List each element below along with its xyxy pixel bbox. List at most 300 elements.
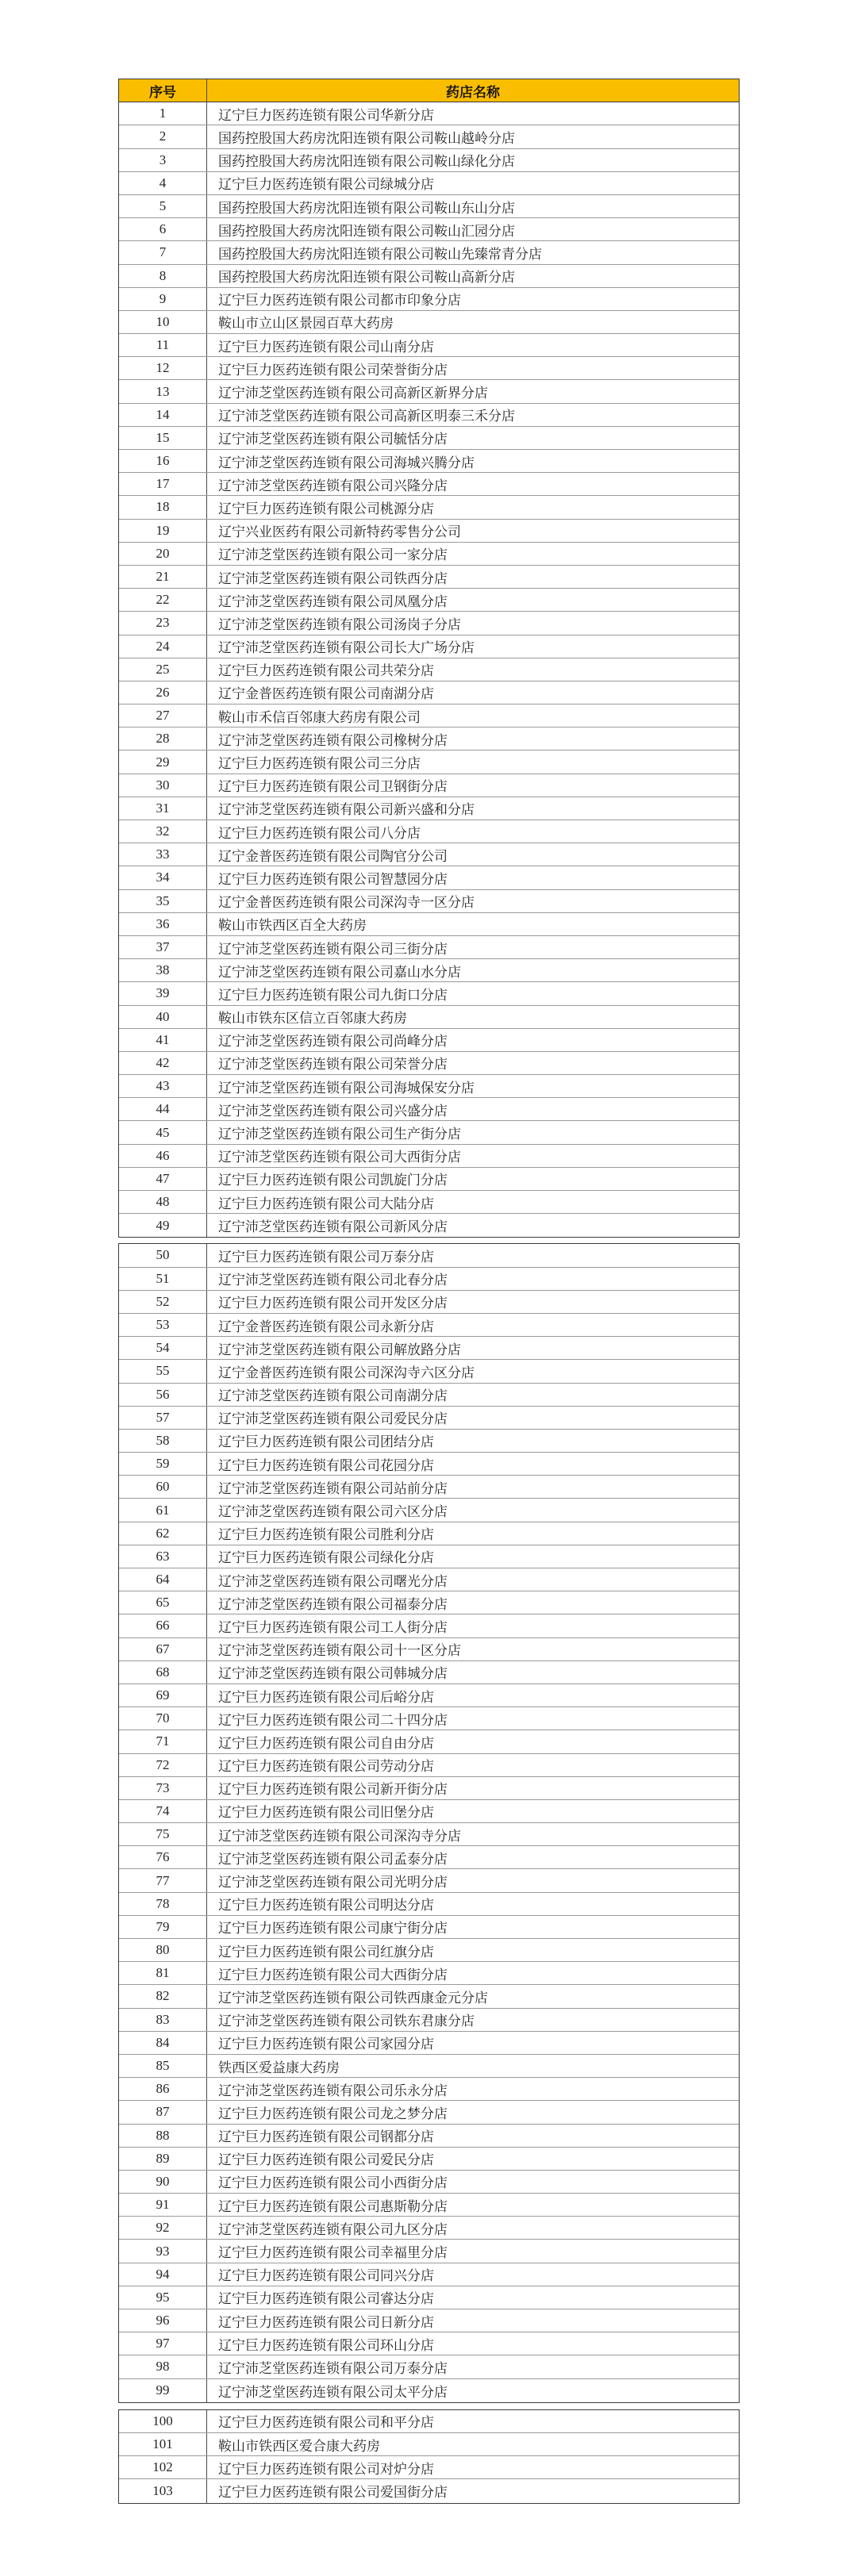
table-row bbox=[119, 1707, 739, 1730]
table-row bbox=[119, 2194, 739, 2217]
table-row bbox=[119, 704, 739, 727]
row-index-cell: 67 bbox=[119, 1638, 207, 1660]
row-name-cell: 辽宁金普医药连锁有限公司陶官分公司 bbox=[218, 848, 448, 864]
row-index-cell: 36 bbox=[119, 913, 207, 935]
table-row bbox=[119, 1291, 739, 1314]
row-index-cell: 30 bbox=[119, 774, 207, 797]
row-index-cell: 68 bbox=[119, 1661, 207, 1683]
table-row bbox=[119, 1591, 739, 1614]
row-index-cell: 37 bbox=[119, 936, 207, 958]
row-name-cell: 辽宁巨力医药连锁有限公司幸福里分店 bbox=[218, 2245, 448, 2261]
table-row bbox=[119, 149, 739, 172]
row-name-cell: 鞍山市禾信百邻康大药房有限公司 bbox=[218, 709, 421, 725]
row-index-cell: 89 bbox=[119, 2148, 207, 2170]
table-row bbox=[119, 820, 739, 843]
row-name-cell: 辽宁沛芝堂医药连锁有限公司橡树分店 bbox=[218, 732, 448, 748]
row-name-cell: 国药控股国大药房沈阳连锁有限公司鞍山东山分店 bbox=[218, 200, 515, 216]
row-index-cell: 31 bbox=[119, 797, 207, 820]
table-row bbox=[119, 1430, 739, 1453]
row-index-cell: 60 bbox=[119, 1476, 207, 1498]
row-name-cell: 鞍山市立山区景园百草大药房 bbox=[218, 316, 394, 332]
row-index-cell: 59 bbox=[119, 1453, 207, 1475]
table-row bbox=[119, 288, 739, 311]
table-row bbox=[119, 1661, 739, 1684]
table-row bbox=[119, 2379, 739, 2402]
row-index-cell: 73 bbox=[119, 1777, 207, 1799]
table-row bbox=[119, 959, 739, 982]
row-name-cell: 辽宁巨力医药连锁有限公司康宁街分店 bbox=[218, 1921, 448, 1937]
table-segment-3 bbox=[118, 2409, 740, 2504]
table-row bbox=[119, 635, 739, 658]
row-name-cell: 辽宁沛芝堂医药连锁有限公司福泰分店 bbox=[218, 1596, 448, 1612]
table-row bbox=[119, 1337, 739, 1360]
row-index-cell: 95 bbox=[119, 2286, 207, 2309]
row-name-cell: 辽宁沛芝堂医药连锁有限公司铁西康金元分店 bbox=[218, 1990, 488, 2006]
table-row bbox=[119, 2217, 739, 2240]
row-name-cell: 辽宁巨力医药连锁有限公司三分店 bbox=[218, 756, 421, 772]
table-row bbox=[119, 195, 739, 218]
row-name-cell: 国药控股国大药房沈阳连锁有限公司鞍山越岭分店 bbox=[218, 130, 515, 146]
row-index-cell: 85 bbox=[119, 2055, 207, 2077]
row-name-cell: 辽宁沛芝堂医药连锁有限公司生产街分店 bbox=[218, 1127, 461, 1142]
table-row bbox=[119, 2148, 739, 2171]
row-index-cell: 28 bbox=[119, 727, 207, 750]
table-row bbox=[119, 1962, 739, 1985]
row-name-cell: 辽宁沛芝堂医药连锁有限公司曙光分店 bbox=[218, 1573, 448, 1589]
table-row bbox=[119, 890, 739, 913]
row-index-cell: 78 bbox=[119, 1893, 207, 1915]
table-row bbox=[119, 2009, 739, 2032]
row-name-cell: 辽宁沛芝堂医药连锁有限公司长大广场分店 bbox=[218, 640, 475, 656]
row-index-cell: 71 bbox=[119, 1730, 207, 1753]
row-index-cell: 70 bbox=[119, 1707, 207, 1729]
table-segment-2 bbox=[118, 1243, 740, 2402]
table-row bbox=[119, 589, 739, 612]
row-name-cell: 辽宁巨力医药连锁有限公司二十四分店 bbox=[218, 1712, 448, 1728]
row-name-cell: 辽宁巨力医药连锁有限公司旧堡分店 bbox=[218, 1805, 434, 1821]
table-row bbox=[119, 612, 739, 635]
table-row bbox=[119, 2309, 739, 2332]
row-index-cell: 79 bbox=[119, 1916, 207, 1938]
segment-1-rows bbox=[119, 102, 739, 1237]
row-name-cell: 辽宁巨力医药连锁有限公司八分店 bbox=[218, 825, 421, 841]
table-row bbox=[119, 1476, 739, 1499]
row-name-cell: 辽宁沛芝堂医药连锁有限公司三街分店 bbox=[218, 941, 448, 957]
table-row bbox=[119, 2479, 739, 2502]
row-name-cell: 辽宁巨力医药连锁有限公司九街口分店 bbox=[218, 987, 448, 1003]
table-row bbox=[119, 1869, 739, 1892]
row-name-cell: 辽宁沛芝堂医药连锁有限公司九区分店 bbox=[218, 2221, 448, 2237]
row-index-cell: 14 bbox=[119, 404, 207, 426]
row-name-cell: 辽宁巨力医药连锁有限公司绿化分店 bbox=[218, 1550, 434, 1566]
row-index-cell: 21 bbox=[119, 566, 207, 588]
table-row bbox=[119, 751, 739, 774]
row-name-cell: 辽宁巨力医药连锁有限公司胜利分店 bbox=[218, 1527, 434, 1543]
row-index-cell: 10 bbox=[119, 311, 207, 333]
row-name-cell: 辽宁沛芝堂医药连锁有限公司新风分店 bbox=[218, 1219, 448, 1235]
table-row bbox=[119, 1098, 739, 1121]
row-index-cell: 45 bbox=[119, 1121, 207, 1143]
row-name-cell: 辽宁巨力医药连锁有限公司自由分店 bbox=[218, 1735, 434, 1751]
row-index-cell: 64 bbox=[119, 1568, 207, 1591]
table-row bbox=[119, 1244, 739, 1267]
row-index-cell: 86 bbox=[119, 2078, 207, 2100]
row-index-cell: 96 bbox=[119, 2309, 207, 2332]
row-name-cell: 辽宁巨力医药连锁有限公司睿达分店 bbox=[218, 2291, 434, 2307]
row-index-cell: 97 bbox=[119, 2332, 207, 2355]
row-name-cell: 辽宁沛芝堂医药连锁有限公司铁东君康分店 bbox=[218, 2014, 475, 2029]
row-index-cell: 9 bbox=[119, 288, 207, 310]
row-index-cell: 27 bbox=[119, 704, 207, 727]
table-row bbox=[119, 1453, 739, 1476]
table-row bbox=[119, 2171, 739, 2194]
row-index-cell: 15 bbox=[119, 427, 207, 449]
row-index-cell: 44 bbox=[119, 1098, 207, 1120]
row-name-cell: 辽宁巨力医药连锁有限公司团结分店 bbox=[218, 1434, 434, 1450]
table-row bbox=[119, 357, 739, 380]
table-row bbox=[119, 1846, 739, 1869]
row-name-cell: 辽宁巨力医药连锁有限公司和平分店 bbox=[218, 2415, 434, 2431]
table-row bbox=[119, 380, 739, 403]
table-row bbox=[119, 241, 739, 264]
row-name-cell: 国药控股国大药房沈阳连锁有限公司鞍山先臻常青分店 bbox=[218, 246, 542, 262]
table-header-row bbox=[119, 79, 739, 102]
row-index-cell: 61 bbox=[119, 1499, 207, 1521]
table-row bbox=[119, 1730, 739, 1753]
table-row bbox=[119, 1268, 739, 1291]
row-name-cell: 辽宁巨力医药连锁有限公司桃源分店 bbox=[218, 501, 434, 516]
table-row bbox=[119, 218, 739, 241]
table-row bbox=[119, 2410, 739, 2433]
row-index-cell: 42 bbox=[119, 1052, 207, 1074]
row-name-cell: 辽宁沛芝堂医药连锁有限公司北春分店 bbox=[218, 1273, 448, 1288]
row-index-cell: 77 bbox=[119, 1869, 207, 1891]
row-index-cell: 103 bbox=[119, 2479, 207, 2502]
row-index-cell: 8 bbox=[119, 265, 207, 287]
row-name-cell: 辽宁巨力医药连锁有限公司爱民分店 bbox=[218, 2152, 434, 2168]
table-row bbox=[119, 1499, 739, 1522]
row-index-cell: 32 bbox=[119, 820, 207, 843]
table-row bbox=[119, 2286, 739, 2309]
row-name-cell: 辽宁巨力医药连锁有限公司同兴分店 bbox=[218, 2268, 434, 2284]
row-name-cell: 鞍山市铁东区信立百邻康大药房 bbox=[218, 1011, 407, 1027]
row-index-cell: 35 bbox=[119, 890, 207, 912]
row-index-cell: 62 bbox=[119, 1522, 207, 1545]
row-index-cell: 19 bbox=[119, 520, 207, 542]
row-index-cell: 20 bbox=[119, 543, 207, 565]
row-index-cell: 88 bbox=[119, 2125, 207, 2147]
table-row bbox=[119, 1823, 739, 1846]
row-index-cell: 82 bbox=[119, 1985, 207, 2007]
table-row bbox=[119, 2240, 739, 2263]
row-name-cell: 辽宁巨力医药连锁有限公司后峪分店 bbox=[218, 1689, 434, 1705]
row-name-cell: 辽宁沛芝堂医药连锁有限公司孟泰分店 bbox=[218, 1851, 448, 1867]
row-index-cell: 90 bbox=[119, 2171, 207, 2193]
table-row bbox=[119, 473, 739, 496]
row-index-cell: 41 bbox=[119, 1029, 207, 1051]
row-name-cell: 辽宁沛芝堂医药连锁有限公司乐永分店 bbox=[218, 2083, 448, 2098]
table-row bbox=[119, 1029, 739, 1052]
table-row bbox=[119, 1075, 739, 1098]
table-row bbox=[119, 1893, 739, 1916]
row-index-cell: 18 bbox=[119, 496, 207, 518]
row-index-cell: 3 bbox=[119, 149, 207, 171]
row-name-cell: 辽宁金普医药连锁有限公司南湖分店 bbox=[218, 686, 434, 702]
row-index-cell: 92 bbox=[119, 2217, 207, 2239]
row-index-cell: 93 bbox=[119, 2240, 207, 2262]
row-index-cell: 49 bbox=[119, 1214, 207, 1237]
row-name-cell: 辽宁金普医药连锁有限公司深沟寺六区分店 bbox=[218, 1365, 475, 1380]
table-row bbox=[119, 727, 739, 751]
row-index-cell: 51 bbox=[119, 1268, 207, 1290]
row-index-cell: 50 bbox=[119, 1244, 207, 1266]
row-name-cell: 辽宁巨力医药连锁有限公司共荣分店 bbox=[218, 663, 434, 679]
table-row bbox=[119, 265, 739, 288]
segment-3-rows bbox=[119, 2410, 739, 2503]
row-name-cell: 国药控股国大药房沈阳连锁有限公司鞍山绿化分店 bbox=[218, 154, 515, 170]
row-name-cell: 辽宁巨力医药连锁有限公司小西街分店 bbox=[218, 2175, 448, 2191]
table-row bbox=[119, 102, 739, 125]
table-row bbox=[119, 1985, 739, 2008]
row-name-cell: 辽宁沛芝堂医药连锁有限公司海城兴腾分店 bbox=[218, 455, 475, 470]
row-name-cell: 辽宁沛芝堂医药连锁有限公司凤凰分店 bbox=[218, 593, 448, 609]
table-row bbox=[119, 2078, 739, 2101]
row-index-cell: 57 bbox=[119, 1407, 207, 1429]
table-row bbox=[119, 2332, 739, 2355]
table-row bbox=[119, 125, 739, 148]
row-index-cell: 5 bbox=[119, 195, 207, 217]
table-row bbox=[119, 2101, 739, 2124]
row-name-cell: 辽宁沛芝堂医药连锁有限公司站前分店 bbox=[218, 1480, 448, 1496]
row-name-cell: 辽宁沛芝堂医药连锁有限公司汤岗子分店 bbox=[218, 616, 461, 632]
row-index-cell: 38 bbox=[119, 959, 207, 981]
table-row bbox=[119, 496, 739, 519]
row-index-cell: 1 bbox=[119, 102, 207, 125]
row-name-cell: 辽宁巨力医药连锁有限公司卫钢街分店 bbox=[218, 779, 448, 795]
table-row bbox=[119, 1407, 739, 1430]
table-row bbox=[119, 1684, 739, 1707]
table-row bbox=[119, 1916, 739, 1939]
row-index-cell: 11 bbox=[119, 334, 207, 356]
row-name-cell: 辽宁巨力医药连锁有限公司智慧园分店 bbox=[218, 871, 448, 887]
row-name-cell: 辽宁沛芝堂医药连锁有限公司南湖分店 bbox=[218, 1388, 448, 1404]
row-name-cell: 辽宁巨力医药连锁有限公司开发区分店 bbox=[218, 1296, 448, 1311]
row-index-cell: 46 bbox=[119, 1145, 207, 1167]
row-name-cell: 辽宁沛芝堂医药连锁有限公司兴盛分店 bbox=[218, 1103, 448, 1119]
row-index-cell: 4 bbox=[119, 172, 207, 194]
row-name-cell: 辽宁巨力医药连锁有限公司荣誉街分店 bbox=[218, 362, 448, 378]
row-index-cell: 34 bbox=[119, 866, 207, 889]
table-row bbox=[119, 520, 739, 543]
table-row bbox=[119, 2355, 739, 2378]
row-index-cell: 54 bbox=[119, 1337, 207, 1359]
row-index-cell: 100 bbox=[119, 2410, 207, 2432]
table-segment-1 bbox=[118, 79, 740, 1238]
row-index-cell: 53 bbox=[119, 1314, 207, 1336]
table-row bbox=[119, 1568, 739, 1591]
table-row bbox=[119, 334, 739, 357]
header-cell-name: 药店名称 bbox=[446, 84, 500, 101]
row-name-cell: 辽宁沛芝堂医药连锁有限公司一家分店 bbox=[218, 547, 448, 563]
row-name-cell: 辽宁巨力医药连锁有限公司明达分店 bbox=[218, 1898, 434, 1914]
row-name-cell: 辽宁沛芝堂医药连锁有限公司铁西分店 bbox=[218, 570, 448, 586]
row-name-cell: 辽宁巨力医药连锁有限公司都市印象分店 bbox=[218, 293, 461, 309]
table-row bbox=[119, 1522, 739, 1545]
table-row bbox=[119, 1314, 739, 1337]
row-name-cell: 辽宁巨力医药连锁有限公司家园分店 bbox=[218, 2037, 434, 2052]
table-row bbox=[119, 2433, 739, 2456]
table-row bbox=[119, 2263, 739, 2286]
row-index-cell: 65 bbox=[119, 1591, 207, 1614]
row-index-cell: 63 bbox=[119, 1545, 207, 1568]
row-index-cell: 47 bbox=[119, 1168, 207, 1190]
row-name-cell: 铁西区爱益康大药房 bbox=[218, 2060, 340, 2075]
row-name-cell: 辽宁巨力医药连锁有限公司山南分店 bbox=[218, 339, 434, 355]
row-name-cell: 鞍山市铁西区百全大药房 bbox=[218, 918, 367, 934]
row-index-cell: 83 bbox=[119, 2009, 207, 2031]
row-index-cell: 26 bbox=[119, 681, 207, 704]
row-index-cell: 80 bbox=[119, 1939, 207, 1961]
table-row bbox=[119, 450, 739, 473]
row-index-cell: 43 bbox=[119, 1075, 207, 1097]
row-name-cell: 辽宁沛芝堂医药连锁有限公司高新区明泰三禾分店 bbox=[218, 409, 515, 424]
row-name-cell: 辽宁巨力医药连锁有限公司爱国街分店 bbox=[218, 2485, 448, 2501]
row-index-cell: 52 bbox=[119, 1291, 207, 1313]
row-name-cell: 辽宁金普医药连锁有限公司永新分店 bbox=[218, 1319, 434, 1334]
table-row bbox=[119, 427, 739, 450]
table-row bbox=[119, 1360, 739, 1383]
row-name-cell: 辽宁沛芝堂医药连锁有限公司新兴盛和分店 bbox=[218, 802, 475, 818]
table-row bbox=[119, 1384, 739, 1407]
table-row bbox=[119, 404, 739, 427]
row-name-cell: 辽宁沛芝堂医药连锁有限公司解放路分店 bbox=[218, 1342, 461, 1357]
row-name-cell: 辽宁沛芝堂医药连锁有限公司海城保安分店 bbox=[218, 1080, 475, 1096]
row-name-cell: 辽宁兴业医药有限公司新特药零售分公司 bbox=[218, 524, 461, 540]
row-name-cell: 辽宁沛芝堂医药连锁有限公司毓恬分店 bbox=[218, 432, 448, 447]
table-row bbox=[119, 1754, 739, 1777]
row-index-cell: 24 bbox=[119, 635, 207, 658]
table-row bbox=[119, 1145, 739, 1168]
row-name-cell: 辽宁巨力医药连锁有限公司红旗分店 bbox=[218, 1944, 434, 1960]
table-row bbox=[119, 1939, 739, 1962]
row-name-cell: 辽宁沛芝堂医药连锁有限公司尚峰分店 bbox=[218, 1034, 448, 1050]
row-name-cell: 辽宁巨力医药连锁有限公司环山分店 bbox=[218, 2337, 434, 2353]
row-index-cell: 39 bbox=[119, 982, 207, 1004]
row-name-cell: 辽宁巨力医药连锁有限公司惠斯勒分店 bbox=[218, 2198, 448, 2214]
row-index-cell: 101 bbox=[119, 2433, 207, 2455]
table-row bbox=[119, 658, 739, 681]
row-index-cell: 2 bbox=[119, 125, 207, 148]
table-row bbox=[119, 1121, 739, 1144]
row-name-cell: 辽宁沛芝堂医药连锁有限公司韩城分店 bbox=[218, 1666, 448, 1682]
pharmacy-table bbox=[118, 79, 740, 2504]
row-name-cell: 辽宁沛芝堂医药连锁有限公司高新区新界分店 bbox=[218, 386, 488, 401]
table-row bbox=[119, 2125, 739, 2148]
table-row bbox=[119, 1052, 739, 1075]
row-index-cell: 6 bbox=[119, 218, 207, 240]
table-row bbox=[119, 543, 739, 566]
row-index-cell: 76 bbox=[119, 1846, 207, 1868]
row-name-cell: 国药控股国大药房沈阳连锁有限公司鞍山汇园分店 bbox=[218, 223, 515, 239]
table-row bbox=[119, 1214, 739, 1237]
table-row bbox=[119, 774, 739, 797]
row-index-cell: 56 bbox=[119, 1384, 207, 1406]
row-name-cell: 辽宁巨力医药连锁有限公司大西街分店 bbox=[218, 1967, 448, 1983]
row-index-cell: 66 bbox=[119, 1614, 207, 1637]
table-row bbox=[119, 1168, 739, 1191]
row-name-cell: 辽宁金普医药连锁有限公司深沟寺一区分店 bbox=[218, 895, 475, 911]
row-index-cell: 69 bbox=[119, 1684, 207, 1706]
row-name-cell: 辽宁巨力医药连锁有限公司新开街分店 bbox=[218, 1782, 448, 1798]
table-row bbox=[119, 2456, 739, 2479]
row-name-cell: 辽宁沛芝堂医药连锁有限公司荣誉分店 bbox=[218, 1057, 448, 1073]
row-name-cell: 国药控股国大药房沈阳连锁有限公司鞍山高新分店 bbox=[218, 270, 515, 286]
row-index-cell: 33 bbox=[119, 843, 207, 866]
table-row bbox=[119, 982, 739, 1005]
table-row bbox=[119, 1638, 739, 1661]
table-row bbox=[119, 2032, 739, 2055]
row-index-cell: 81 bbox=[119, 1962, 207, 1984]
header-cell-index: 序号 bbox=[119, 79, 207, 102]
row-index-cell: 7 bbox=[119, 241, 207, 263]
row-index-cell: 94 bbox=[119, 2263, 207, 2286]
row-name-cell: 辽宁沛芝堂医药连锁有限公司兴隆分店 bbox=[218, 478, 448, 493]
table-row bbox=[119, 2055, 739, 2078]
table-row bbox=[119, 797, 739, 820]
table-row bbox=[119, 1545, 739, 1568]
row-name-cell: 辽宁巨力医药连锁有限公司大陆分店 bbox=[218, 1196, 434, 1211]
row-name-cell: 辽宁巨力医药连锁有限公司凯旋门分店 bbox=[218, 1173, 448, 1188]
table-row bbox=[119, 1191, 739, 1214]
row-name-cell: 辽宁沛芝堂医药连锁有限公司光明分店 bbox=[218, 1875, 448, 1891]
row-name-cell: 辽宁沛芝堂医药连锁有限公司深沟寺分店 bbox=[218, 1828, 461, 1844]
row-name-cell: 辽宁巨力医药连锁有限公司华新分店 bbox=[218, 107, 434, 123]
table-row bbox=[119, 681, 739, 704]
table-row bbox=[119, 866, 739, 889]
row-name-cell: 辽宁沛芝堂医药连锁有限公司嘉山水分店 bbox=[218, 964, 461, 980]
row-index-cell: 12 bbox=[119, 357, 207, 379]
row-index-cell: 23 bbox=[119, 612, 207, 634]
row-name-cell: 辽宁巨力医药连锁有限公司工人街分店 bbox=[218, 1619, 448, 1635]
row-name-cell: 辽宁沛芝堂医药连锁有限公司十一区分店 bbox=[218, 1643, 461, 1659]
row-name-cell: 辽宁沛芝堂医药连锁有限公司爱民分店 bbox=[218, 1411, 448, 1427]
row-index-cell: 48 bbox=[119, 1191, 207, 1213]
row-name-cell: 辽宁巨力医药连锁有限公司日新分店 bbox=[218, 2314, 434, 2330]
table-row bbox=[119, 843, 739, 866]
table-row bbox=[119, 936, 739, 959]
row-index-cell: 84 bbox=[119, 2032, 207, 2054]
row-index-cell: 87 bbox=[119, 2101, 207, 2123]
table-row bbox=[119, 1800, 739, 1823]
row-index-cell: 99 bbox=[119, 2379, 207, 2402]
row-index-cell: 16 bbox=[119, 450, 207, 472]
row-index-cell: 102 bbox=[119, 2456, 207, 2478]
row-name-cell: 辽宁巨力医药连锁有限公司花园分店 bbox=[218, 1457, 434, 1473]
row-name-cell: 辽宁巨力医药连锁有限公司劳动分店 bbox=[218, 1759, 434, 1775]
row-index-cell: 58 bbox=[119, 1430, 207, 1452]
row-index-cell: 17 bbox=[119, 473, 207, 495]
row-name-cell: 辽宁沛芝堂医药连锁有限公司大西街分店 bbox=[218, 1150, 461, 1165]
row-name-cell: 辽宁巨力医药连锁有限公司钢都分店 bbox=[218, 2129, 434, 2145]
row-index-cell: 40 bbox=[119, 1006, 207, 1028]
row-index-cell: 74 bbox=[119, 1800, 207, 1822]
row-name-cell: 鞍山市铁西区爱合康大药房 bbox=[218, 2438, 380, 2454]
row-index-cell: 72 bbox=[119, 1754, 207, 1776]
table-row bbox=[119, 172, 739, 195]
row-name-cell: 辽宁巨力医药连锁有限公司龙之梦分店 bbox=[218, 2106, 448, 2121]
row-index-cell: 29 bbox=[119, 751, 207, 773]
row-index-cell: 25 bbox=[119, 658, 207, 681]
